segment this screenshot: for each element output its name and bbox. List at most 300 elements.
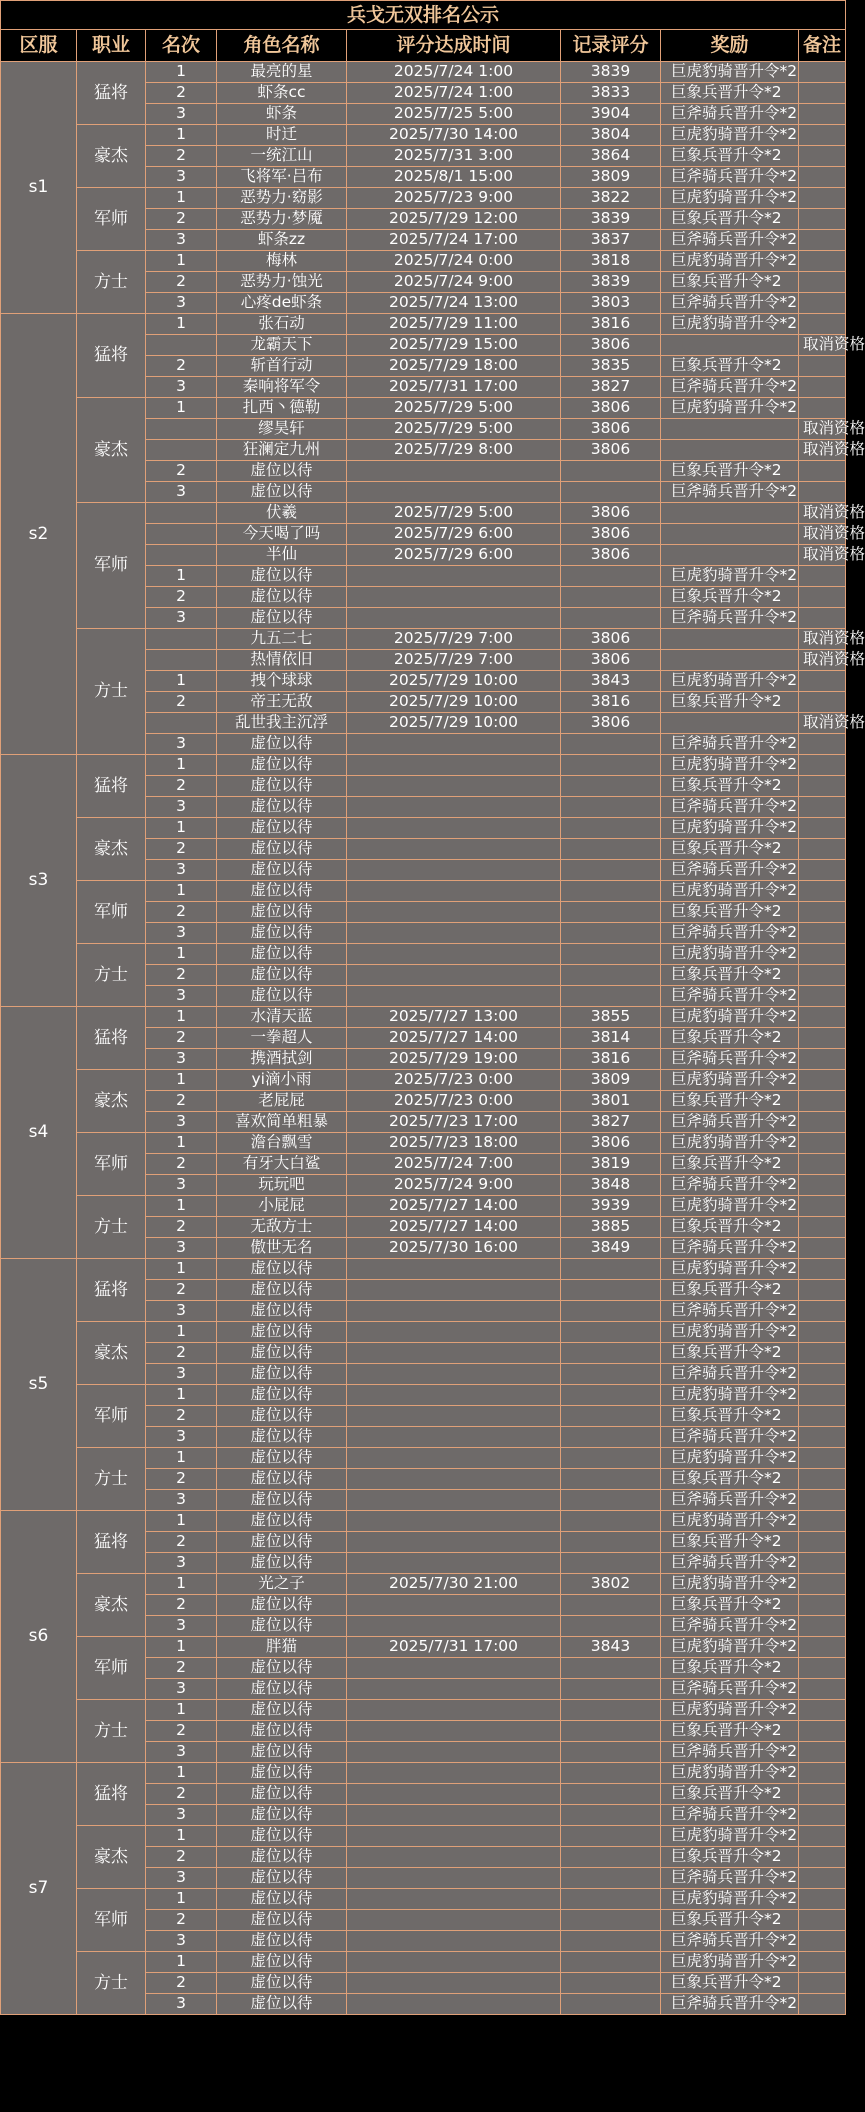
record-score: [561, 1301, 661, 1322]
rank-cell: 3: [146, 1490, 217, 1511]
role-cell: 猛将: [77, 1511, 146, 1574]
character-name: 龙霸天下: [217, 335, 347, 356]
note-cell: [799, 188, 846, 209]
rank-cell: 2: [146, 272, 217, 293]
record-score: [561, 1910, 661, 1931]
rank-cell: 2: [146, 776, 217, 797]
rank-cell: 1: [146, 671, 217, 692]
record-score: [561, 1469, 661, 1490]
character-name: 恶势力·蚀光: [217, 272, 347, 293]
rank-cell: 2: [146, 1595, 217, 1616]
rank-cell: 3: [146, 734, 217, 755]
rank-cell: 1: [146, 125, 217, 146]
table-row: [1, 1259, 846, 1280]
rank-cell: 2: [146, 1091, 217, 1112]
achieve-time: 2025/7/24 1:00: [347, 83, 561, 104]
reward-cell: 巨斧骑兵晋升令*2: [661, 482, 799, 503]
record-score: [561, 986, 661, 1007]
record-score: [561, 1364, 661, 1385]
reward-cell: 巨虎豹骑晋升令*2: [661, 818, 799, 839]
record-score: [561, 1784, 661, 1805]
table-row: [1, 1322, 846, 1343]
reward-cell: 巨斧骑兵晋升令*2: [661, 986, 799, 1007]
record-score: 3835: [561, 356, 661, 377]
reward-cell: 巨斧骑兵晋升令*2: [661, 1553, 799, 1574]
table-row: [1, 1574, 846, 1595]
achieve-time: 2025/7/23 0:00: [347, 1091, 561, 1112]
reward-cell: 巨虎豹骑晋升令*2: [661, 188, 799, 209]
achieve-time: [347, 1700, 561, 1721]
character-name: 缪昊轩: [217, 419, 347, 440]
role-cell: 豪杰: [77, 1574, 146, 1637]
note-cell: [799, 755, 846, 776]
note-cell: [799, 965, 846, 986]
rank-cell: 1: [146, 1700, 217, 1721]
reward-cell: 巨虎豹骑晋升令*2: [661, 1826, 799, 1847]
rank-cell: 2: [146, 461, 217, 482]
rank-cell: 3: [146, 104, 217, 125]
character-name: 虚位以待: [217, 1994, 347, 2015]
reward-cell: 巨象兵晋升令*2: [661, 1091, 799, 1112]
role-cell: 猛将: [77, 1007, 146, 1070]
character-name: 虚位以待: [217, 1910, 347, 1931]
character-name: 虚位以待: [217, 1322, 347, 1343]
note-cell: [799, 1889, 846, 1910]
character-name: 虚位以待: [217, 839, 347, 860]
reward-cell: 巨虎豹骑晋升令*2: [661, 1133, 799, 1154]
reward-cell: 巨斧骑兵晋升令*2: [661, 1994, 799, 2015]
achieve-time: [347, 1805, 561, 1826]
achieve-time: 2025/7/30 14:00: [347, 125, 561, 146]
achieve-time: 2025/7/29 7:00: [347, 650, 561, 671]
rank-cell: 1: [146, 1637, 217, 1658]
record-score: [561, 1427, 661, 1448]
role-cell: 豪杰: [77, 398, 146, 503]
reward-cell: [661, 503, 799, 524]
record-score: [561, 1721, 661, 1742]
reward-cell: [661, 524, 799, 545]
reward-cell: 巨虎豹骑晋升令*2: [661, 671, 799, 692]
record-score: [561, 608, 661, 629]
achieve-time: 2025/7/29 10:00: [347, 671, 561, 692]
role-cell: 猛将: [77, 1763, 146, 1826]
role-cell: 豪杰: [77, 818, 146, 881]
rank-cell: 3: [146, 1679, 217, 1700]
achieve-time: [347, 1973, 561, 1994]
record-score: [561, 755, 661, 776]
record-score: [561, 1742, 661, 1763]
rank-cell: 1: [146, 881, 217, 902]
achieve-time: [347, 734, 561, 755]
header-reward: 奖励: [661, 30, 799, 62]
record-score: [561, 482, 661, 503]
rank-cell: [146, 629, 217, 650]
rank-cell: 1: [146, 251, 217, 272]
character-name: 虚位以待: [217, 944, 347, 965]
record-score: 3904: [561, 104, 661, 125]
record-score: 3803: [561, 293, 661, 314]
rank-cell: 3: [146, 1238, 217, 1259]
achieve-time: [347, 818, 561, 839]
reward-cell: 巨斧骑兵晋升令*2: [661, 1049, 799, 1070]
record-score: [561, 1826, 661, 1847]
reward-cell: 巨象兵晋升令*2: [661, 146, 799, 167]
achieve-time: [347, 776, 561, 797]
character-name: 虚位以待: [217, 1280, 347, 1301]
character-name: 虚位以待: [217, 734, 347, 755]
note-cell: [799, 692, 846, 713]
rank-cell: 2: [146, 839, 217, 860]
reward-cell: 巨象兵晋升令*2: [661, 587, 799, 608]
reward-cell: 巨象兵晋升令*2: [661, 356, 799, 377]
page-title: 兵戈无双排名公示: [1, 1, 846, 30]
achieve-time: [347, 1532, 561, 1553]
note-cell: [799, 1217, 846, 1238]
reward-cell: 巨象兵晋升令*2: [661, 1217, 799, 1238]
note-cell: [799, 1028, 846, 1049]
achieve-time: [347, 860, 561, 881]
rank-cell: 1: [146, 1259, 217, 1280]
note-cell: 取消资格: [799, 650, 846, 671]
reward-cell: 巨虎豹骑晋升令*2: [661, 881, 799, 902]
reward-cell: 巨斧骑兵晋升令*2: [661, 1805, 799, 1826]
note-cell: [799, 1742, 846, 1763]
note-cell: [799, 1805, 846, 1826]
rank-cell: 2: [146, 1028, 217, 1049]
reward-cell: 巨斧骑兵晋升令*2: [661, 797, 799, 818]
note-cell: [799, 461, 846, 482]
record-score: 3801: [561, 1091, 661, 1112]
record-score: 3806: [561, 524, 661, 545]
record-score: [561, 1931, 661, 1952]
note-cell: [799, 1091, 846, 1112]
rank-cell: 3: [146, 1112, 217, 1133]
note-cell: 取消资格: [799, 524, 846, 545]
character-name: 虾条cc: [217, 83, 347, 104]
record-score: [561, 1259, 661, 1280]
note-cell: [799, 83, 846, 104]
role-cell: 军师: [77, 188, 146, 251]
role-cell: 猛将: [77, 314, 146, 398]
table-row: [1, 1007, 846, 1028]
note-cell: [799, 818, 846, 839]
achieve-time: [347, 566, 561, 587]
note-cell: [799, 1385, 846, 1406]
reward-cell: 巨虎豹骑晋升令*2: [661, 1574, 799, 1595]
character-name: 心疼de虾条: [217, 293, 347, 314]
rank-cell: [146, 503, 217, 524]
achieve-time: [347, 1511, 561, 1532]
achieve-time: 2025/7/30 21:00: [347, 1574, 561, 1595]
character-name: 虚位以待: [217, 461, 347, 482]
character-name: 有牙大白鲨: [217, 1154, 347, 1175]
rank-cell: [146, 440, 217, 461]
reward-cell: 巨斧骑兵晋升令*2: [661, 1931, 799, 1952]
achieve-time: [347, 902, 561, 923]
table-row: [1, 1511, 846, 1532]
achieve-time: 2025/7/29 10:00: [347, 713, 561, 734]
zone-cell: s4: [1, 1007, 77, 1259]
achieve-time: [347, 965, 561, 986]
reward-cell: 巨象兵晋升令*2: [661, 1973, 799, 1994]
reward-cell: 巨象兵晋升令*2: [661, 1784, 799, 1805]
note-cell: [799, 146, 846, 167]
record-score: [561, 461, 661, 482]
achieve-time: [347, 1952, 561, 1973]
achieve-time: 2025/7/29 5:00: [347, 503, 561, 524]
rank-cell: 3: [146, 1364, 217, 1385]
table-row: [1, 1133, 846, 1154]
rank-cell: 3: [146, 1049, 217, 1070]
character-name: 狂澜定九州: [217, 440, 347, 461]
character-name: 飞将军·吕布: [217, 167, 347, 188]
note-cell: [799, 1364, 846, 1385]
rank-cell: 1: [146, 1385, 217, 1406]
rank-cell: [146, 335, 217, 356]
achieve-time: [347, 944, 561, 965]
character-name: 虚位以待: [217, 923, 347, 944]
rank-cell: 2: [146, 1721, 217, 1742]
table-row: [1, 818, 846, 839]
rank-cell: 3: [146, 1805, 217, 1826]
reward-cell: 巨象兵晋升令*2: [661, 83, 799, 104]
rank-cell: 1: [146, 314, 217, 335]
zone-cell: s5: [1, 1259, 77, 1511]
table-body: [1, 62, 865, 2015]
character-name: 虚位以待: [217, 818, 347, 839]
note-cell: [799, 62, 846, 83]
character-name: 虚位以待: [217, 1364, 347, 1385]
character-name: 虚位以待: [217, 881, 347, 902]
note-cell: [799, 1112, 846, 1133]
note-cell: 取消资格: [799, 440, 846, 461]
record-score: 3816: [561, 692, 661, 713]
rank-cell: 1: [146, 1007, 217, 1028]
character-name: 虚位以待: [217, 1721, 347, 1742]
note-cell: 取消资格: [799, 419, 846, 440]
record-score: 3839: [561, 209, 661, 230]
achieve-time: 2025/7/29 6:00: [347, 524, 561, 545]
character-name: 虚位以待: [217, 902, 347, 923]
character-name: 虚位以待: [217, 1616, 347, 1637]
character-name: 玩玩吧: [217, 1175, 347, 1196]
reward-cell: 巨斧骑兵晋升令*2: [661, 230, 799, 251]
achieve-time: [347, 881, 561, 902]
zone-cell: s6: [1, 1511, 77, 1763]
rank-cell: 3: [146, 230, 217, 251]
reward-cell: 巨象兵晋升令*2: [661, 965, 799, 986]
achieve-time: [347, 755, 561, 776]
note-cell: [799, 734, 846, 755]
note-cell: [799, 104, 846, 125]
record-score: 3809: [561, 167, 661, 188]
rank-cell: 2: [146, 587, 217, 608]
note-cell: [799, 1637, 846, 1658]
reward-cell: 巨象兵晋升令*2: [661, 902, 799, 923]
character-name: 老屁屁: [217, 1091, 347, 1112]
table-row: [1, 314, 846, 335]
character-name: 虚位以待: [217, 1784, 347, 1805]
reward-cell: 巨斧骑兵晋升令*2: [661, 377, 799, 398]
character-name: 虚位以待: [217, 965, 347, 986]
reward-cell: 巨虎豹骑晋升令*2: [661, 944, 799, 965]
note-cell: [799, 1427, 846, 1448]
rank-cell: 3: [146, 797, 217, 818]
note-cell: [799, 1868, 846, 1889]
record-score: 3806: [561, 440, 661, 461]
note-cell: [799, 1574, 846, 1595]
note-cell: [799, 1343, 846, 1364]
achieve-time: [347, 1322, 561, 1343]
achieve-time: 2025/7/29 10:00: [347, 692, 561, 713]
reward-cell: 巨斧骑兵晋升令*2: [661, 1490, 799, 1511]
reward-cell: 巨斧骑兵晋升令*2: [661, 293, 799, 314]
note-cell: [799, 1007, 846, 1028]
rank-cell: 2: [146, 1343, 217, 1364]
note-cell: [799, 1469, 846, 1490]
rank-cell: [146, 713, 217, 734]
achieve-time: [347, 1490, 561, 1511]
rank-cell: 2: [146, 1532, 217, 1553]
reward-cell: 巨象兵晋升令*2: [661, 776, 799, 797]
note-cell: [799, 1763, 846, 1784]
record-score: [561, 944, 661, 965]
role-cell: 方士: [77, 944, 146, 1007]
rank-cell: 1: [146, 566, 217, 587]
achieve-time: [347, 1847, 561, 1868]
note-cell: [799, 860, 846, 881]
achieve-time: 2025/7/29 8:00: [347, 440, 561, 461]
reward-cell: 巨斧骑兵晋升令*2: [661, 923, 799, 944]
record-score: [561, 818, 661, 839]
character-name: 虚位以待: [217, 1826, 347, 1847]
character-name: 热情依旧: [217, 650, 347, 671]
record-score: [561, 1679, 661, 1700]
reward-cell: [661, 629, 799, 650]
record-score: [561, 1532, 661, 1553]
rank-cell: 3: [146, 1301, 217, 1322]
record-score: [561, 1973, 661, 1994]
reward-cell: 巨象兵晋升令*2: [661, 1280, 799, 1301]
record-score: 3855: [561, 1007, 661, 1028]
reward-cell: 巨斧骑兵晋升令*2: [661, 1238, 799, 1259]
achieve-time: 2025/7/24 13:00: [347, 293, 561, 314]
role-cell: 军师: [77, 503, 146, 629]
zone-cell: s1: [1, 62, 77, 314]
achieve-time: 2025/7/24 1:00: [347, 62, 561, 83]
achieve-time: 2025/7/29 15:00: [347, 335, 561, 356]
rank-cell: 3: [146, 1868, 217, 1889]
character-name: 虚位以待: [217, 1532, 347, 1553]
rank-cell: [146, 419, 217, 440]
note-cell: [799, 1175, 846, 1196]
record-score: 3849: [561, 1238, 661, 1259]
achieve-time: [347, 1553, 561, 1574]
rank-cell: 3: [146, 1616, 217, 1637]
rank-cell: 1: [146, 1574, 217, 1595]
achieve-time: 2025/7/23 17:00: [347, 1112, 561, 1133]
character-name: 九五二七: [217, 629, 347, 650]
reward-cell: 巨象兵晋升令*2: [661, 1343, 799, 1364]
record-score: 3806: [561, 629, 661, 650]
rank-cell: 2: [146, 1280, 217, 1301]
character-name: 时迁: [217, 125, 347, 146]
reward-cell: 巨虎豹骑晋升令*2: [661, 1511, 799, 1532]
reward-cell: [661, 713, 799, 734]
role-cell: 猛将: [77, 755, 146, 818]
record-score: 3827: [561, 377, 661, 398]
reward-cell: 巨斧骑兵晋升令*2: [661, 734, 799, 755]
note-cell: [799, 902, 846, 923]
character-name: 虚位以待: [217, 1763, 347, 1784]
record-score: [561, 1553, 661, 1574]
rank-cell: 2: [146, 209, 217, 230]
rank-cell: 1: [146, 944, 217, 965]
achieve-time: 2025/7/24 0:00: [347, 251, 561, 272]
achieve-time: 2025/7/31 3:00: [347, 146, 561, 167]
record-score: [561, 902, 661, 923]
character-name: 虚位以待: [217, 566, 347, 587]
reward-cell: 巨象兵晋升令*2: [661, 1154, 799, 1175]
character-name: 虚位以待: [217, 1511, 347, 1532]
record-score: [561, 1700, 661, 1721]
reward-cell: 巨斧骑兵晋升令*2: [661, 167, 799, 188]
achieve-time: 2025/8/1 15:00: [347, 167, 561, 188]
record-score: [561, 860, 661, 881]
achieve-time: 2025/7/29 11:00: [347, 314, 561, 335]
rank-cell: 3: [146, 1175, 217, 1196]
note-cell: [799, 1511, 846, 1532]
achieve-time: 2025/7/23 18:00: [347, 1133, 561, 1154]
reward-cell: 巨斧骑兵晋升令*2: [661, 1616, 799, 1637]
record-score: 3806: [561, 503, 661, 524]
reward-cell: 巨虎豹骑晋升令*2: [661, 1322, 799, 1343]
rank-cell: 3: [146, 377, 217, 398]
note-cell: [799, 1490, 846, 1511]
note-cell: [799, 1616, 846, 1637]
achieve-time: 2025/7/25 5:00: [347, 104, 561, 125]
role-cell: 军师: [77, 881, 146, 944]
table-row: [1, 1448, 846, 1469]
record-score: [561, 1763, 661, 1784]
achieve-time: [347, 986, 561, 1007]
achieve-time: 2025/7/29 12:00: [347, 209, 561, 230]
zone-cell: s3: [1, 755, 77, 1007]
record-score: 3864: [561, 146, 661, 167]
character-name: 虚位以待: [217, 1847, 347, 1868]
rank-cell: 2: [146, 1469, 217, 1490]
reward-cell: 巨斧骑兵晋升令*2: [661, 1427, 799, 1448]
role-cell: 豪杰: [77, 125, 146, 188]
rank-cell: 1: [146, 1070, 217, 1091]
achieve-time: [347, 1931, 561, 1952]
record-score: [561, 1658, 661, 1679]
reward-cell: 巨斧骑兵晋升令*2: [661, 104, 799, 125]
character-name: 一拳超人: [217, 1028, 347, 1049]
table-row: [1, 1637, 846, 1658]
record-score: 3806: [561, 545, 661, 566]
note-cell: 取消资格: [799, 503, 846, 524]
record-score: 3806: [561, 419, 661, 440]
rank-cell: 3: [146, 1742, 217, 1763]
rank-cell: 2: [146, 356, 217, 377]
record-score: 3819: [561, 1154, 661, 1175]
rank-cell: 3: [146, 1427, 217, 1448]
table-row: [1, 398, 846, 419]
rank-cell: [146, 650, 217, 671]
rank-cell: 3: [146, 293, 217, 314]
character-name: 伏羲: [217, 503, 347, 524]
